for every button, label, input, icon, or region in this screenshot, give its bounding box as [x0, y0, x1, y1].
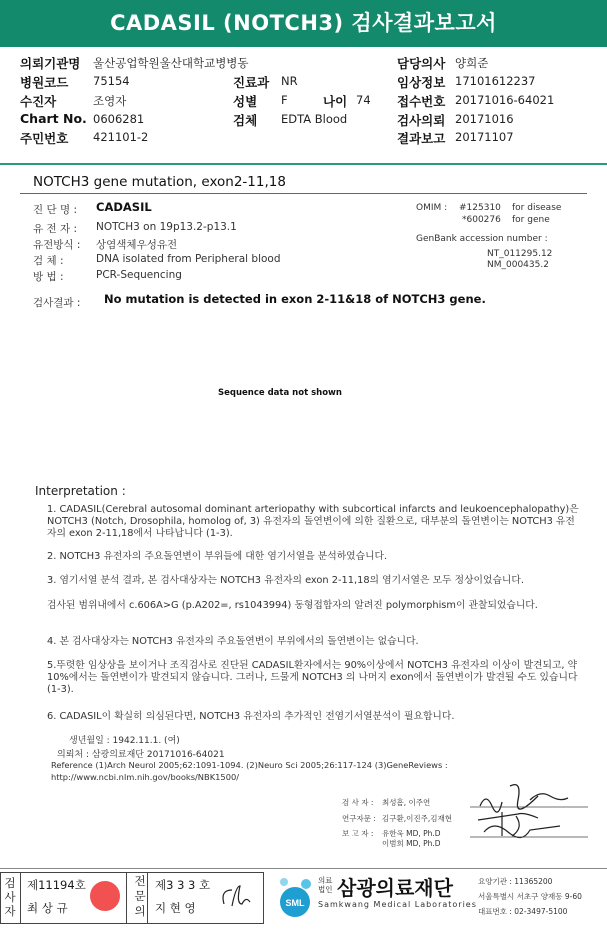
specimen-value: EDTA Blood: [281, 112, 348, 126]
omim-gene: *600276: [462, 215, 501, 225]
doctor-label: 담당의사: [397, 56, 446, 71]
license-divider-2: [126, 872, 127, 924]
specialist-vertical-label: 전문의: [134, 874, 146, 918]
interpretation-item-3: 3. 염기서열 분석 결과, 본 검사대상자는 NOTCH3 유전자의 exon 2-11,18의 염기서열은 모두 정상이었습니다.: [47, 575, 524, 586]
interpretation-heading: Interpretation :: [35, 484, 126, 498]
reference: Reference (1)Arch Neurol 2005;62:1091-1094. (2)Neuro Sci 2005;26:117-124 (3)GeneReviews :: [51, 760, 448, 770]
patient-info-block: [0, 47, 607, 164]
consult-value: 김구환,이진주,김재현: [382, 814, 452, 823]
title-divider: [20, 193, 587, 194]
specimen-label: 검체: [233, 113, 258, 128]
method-label: 방 법 :: [33, 271, 64, 283]
receipt-label: 접수번호: [397, 94, 446, 109]
sex-label: 성별: [233, 94, 258, 109]
result-value: No mutation is detected in exon 2-11&18 of NOTCH3 gene.: [104, 292, 486, 306]
omim-gene-note: for gene: [512, 215, 550, 225]
omim-label: OMIM :: [416, 203, 448, 213]
org-small-2: 법인: [318, 885, 333, 894]
sex-value: F: [281, 93, 288, 107]
report-title: CADASIL (NOTCH3) 검사결과보고서: [0, 0, 607, 47]
specialist-signature: [218, 880, 256, 914]
doctor-value: 양희준: [455, 56, 489, 70]
interpretation-item-3b: 검사된 범위내에서 c.606A>G (p.A202=, rs1043994) 동형접합자의 알려진 polymorphism이 관찰되었습니다.: [47, 600, 538, 611]
result-label: 검사결과 :: [33, 297, 81, 309]
tester-license-no: 제11194호: [27, 878, 86, 892]
omim-disease: #125310: [459, 203, 501, 213]
method-value: PCR-Sequencing: [96, 269, 182, 281]
report-date-value: 20171107: [455, 130, 514, 144]
genbank-label: GenBank accession number :: [416, 234, 548, 244]
consult-label: 연구자문 :: [342, 814, 376, 823]
gene-value: NOTCH3 on 19p13.2-p13.1: [96, 221, 237, 233]
header-divider: [0, 163, 607, 165]
institution-code: 요양기관 : 11365200: [478, 877, 553, 886]
report-date-label: 결과보고: [397, 131, 446, 146]
patient-value: 조영자: [93, 94, 127, 108]
org-address: 서울특별시 서초구 양재동 9-60: [478, 892, 582, 901]
tester-value: 최성흠, 이주연: [382, 798, 431, 807]
specialist-license-name: 지 현 영: [155, 901, 196, 915]
receipt-value: 20171016-64021: [455, 93, 555, 107]
chart-label: Chart No.: [20, 111, 87, 126]
gene-label: 유 전 자 :: [33, 223, 77, 235]
hospital-code-value: 75154: [93, 74, 130, 88]
clinical-info-label: 임상정보: [397, 75, 446, 90]
genbank-accession-2: NM_000435.2: [487, 260, 549, 270]
specialist-license-no: 제3 3 3 호: [155, 878, 211, 892]
org-phone: 대표번호 : 02-3497-5100: [478, 907, 568, 916]
interpretation-item-4: 4. 본 검사대상자는 NOTCH3 유전자의 주요돌연변이 부위에서의 돌연변이는 없습니다.: [47, 636, 419, 647]
footer-divider: [0, 868, 607, 869]
birth-date: 생년월일 : 1942.11.1. (여): [69, 736, 180, 746]
department-label: 진료과: [233, 75, 270, 90]
tester-seal-icon: [90, 881, 120, 911]
hospital-code-label: 병원코드: [20, 75, 69, 90]
inheritance-label: 유전방식 :: [33, 239, 81, 251]
specimen-method-label: 검 체 :: [33, 255, 64, 267]
license-divider-3: [147, 872, 148, 924]
org-small-1: 의료: [318, 876, 333, 885]
age-label: 나이: [323, 94, 348, 109]
institution-value: 울산공업학원울산대학교병병동: [93, 56, 249, 70]
tester-vertical-label: 검사자: [4, 876, 16, 918]
request-date-label: 검사의뢰: [397, 113, 446, 128]
chart-value: 0606281: [93, 112, 145, 126]
handwritten-signatures: [470, 776, 590, 848]
department-value: NR: [281, 74, 298, 88]
genbank-accession-1: NT_011295.12: [487, 249, 553, 259]
org-name: 삼광의료재단: [337, 876, 453, 900]
sml-logo-text: SML: [285, 898, 305, 908]
institution-label: 의뢰기관명: [20, 56, 81, 71]
reference-url[interactable]: http://www.ncbi.nlm.nih.gov/books/NBK1500/: [51, 772, 240, 782]
reporter-value-2: 이범희 MD, Ph.D: [382, 839, 441, 848]
request-date-value: 20171016: [455, 112, 514, 126]
interpretation-item-5: 5.뚜렷한 임상상을 보이거나 조직검사로 진단된 CADASIL환자에서는 90%이상에서 NOTCH3 유전자의 이상이 발견되고, 약 10%에서는 돌연변이가 발견되지 않습니다. 그러나, 드물게 NOTCH3 의 나머지 exon에서 돌연변이가 발견될 수도 있습니다 (1-3).: [47, 660, 578, 695]
test-title: NOTCH3 gene mutation, exon2-11,18: [33, 174, 286, 190]
interpretation-item-1: 1. CADASIL(Cerebral autosomal dominant arteriopathy with subcortical infarcts and leukoencephalopathy)은 NOTCH3 (Notch, Drosophila, homolog of, 3) 유전자의 돌연변이에 의한 질환으로, 대부분의 돌연변이는 NOTCH3 유전자의 exon 2-11,18에서 나타납니다 (1-3).: [47, 504, 579, 539]
specimen-source-value: DNA isolated from Peripheral blood: [96, 253, 281, 265]
org-english-name: Samkwang Medical Laboratories: [318, 900, 477, 909]
license-divider: [20, 872, 21, 924]
clinical-info-value: 17101612237: [455, 74, 536, 88]
diagnosis-label: 진 단 명 :: [33, 204, 77, 216]
sequence-note: Sequence data not shown: [218, 388, 342, 398]
age-value: 74: [356, 93, 371, 107]
interpretation-item-2: 2. NOTCH3 유전자의 주요돌연변이 부위들에 대한 염기서열을 분석하였습니다.: [47, 551, 388, 562]
tester-license-name: 최 상 규: [27, 901, 68, 915]
sml-logo-icon: [270, 872, 320, 922]
reporter-value-1: 유한욱 MD, Ph.D: [382, 829, 441, 838]
tester-label: 검 사 자 :: [342, 798, 374, 807]
referrer: 의뢰처 : 삼광의료재단 20171016-64021: [57, 750, 225, 760]
inheritance-value: 상염색체우성유전: [96, 239, 178, 251]
id-value: 421101-2: [93, 130, 149, 144]
interpretation-item-6: 6. CADASIL이 확실히 의심된다면, NOTCH3 유전자의 추가적인 전염기서열분석이 필요합니다.: [47, 711, 455, 722]
reporter-label: 보 고 자 :: [342, 829, 374, 838]
patient-label: 수진자: [20, 94, 57, 109]
id-label: 주민번호: [20, 131, 69, 146]
omim-disease-note: for disease: [512, 203, 562, 213]
diagnosis-value: CADASIL: [96, 200, 152, 214]
